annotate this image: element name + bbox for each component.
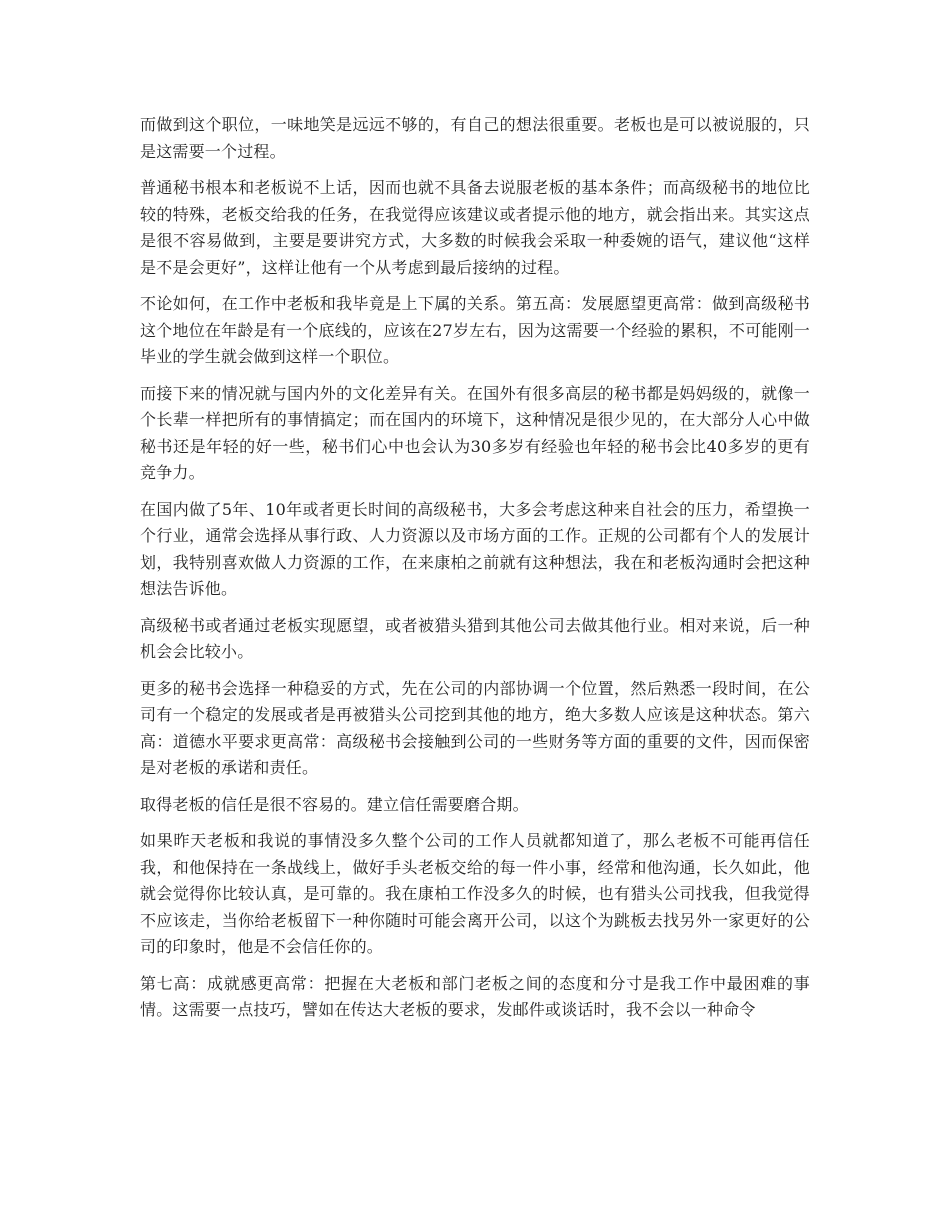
paragraph-3: 不论如何，在工作中老板和我毕竟是上下属的关系。第五高：发展愿望更高常：做到高级秘书这个地位在年龄是有一个底线的，应该在27岁左右，因为这需要一个经验的累积，不可能刚一毕业的学生就会做到这样一个职位。 — [140, 294, 810, 366]
paragraph-2: 普通秘书根本和老板说不上话，因而也就不具备去说服老板的基本条件；而高级秘书的地位比较的特殊，老板交给我的任务，在我觉得应该建议或者提示他的地方，就会指出来。其实这点是很不容易做到，主要是要讲究方式，大多数的时候我会采取一种委婉的语气，建议他“这样是不是会更好”，这样让他有一个从考虑到最后接纳的过程。 — [140, 178, 810, 277]
paragraph-9: 如果昨天老板和我说的事情没多久整个公司的工作人员就都知道了，那么老板不可能再信任我，和他保持在一条战线上，做好手头老板交给的每一件小事，经常和他沟通，长久如此，他就会觉得你比较认真，是可靠的。我在康柏工作没多久的时候，也有猎头公司找我，但我觉得不应该走，当你给老板留下一种你随时可能会离开公司，以这个为跳板去找另外一家更好的公司的印象时，他是不会信任你的。 — [140, 831, 810, 956]
document-page — [140, 112, 810, 1034]
paragraph-10: 第七高：成就感更高常：把握在大老板和部门老板之间的态度和分寸是我工作中最困难的事情。这需要一点技巧，譬如在传达大老板的要求，发邮件或谈话时，我不会以一种命令 — [140, 973, 810, 1019]
paragraph-5: 在国内做了5年、10年或者更长时间的高级秘书，大多会考虑这种来自社会的压力，希望换一个行业，通常会选择从事行政、人力资源以及市场方面的工作。正规的公司都有个人的发展计划，我特别喜欢做人力资源的工作，在来康柏之前就有这种想法，我在和老板沟通时会把这种想法告诉他。 — [140, 499, 810, 598]
paragraph-6: 高级秘书或者通过老板实现愿望，或者被猎头猎到其他公司去做其他行业。相对来说，后一种机会会比较小。 — [140, 615, 810, 661]
paragraph-8: 取得老板的信任是很不容易的。建立信任需要磨合期。 — [140, 794, 529, 814]
paragraph-1: 而做到这个职位，一味地笑是远远不够的，有自己的想法很重要。老板也是可以被说服的，只是这需要一个过程。 — [140, 115, 810, 161]
paragraph-7: 更多的秘书会选择一种稳妥的方式，先在公司的内部协调一个位置，然后熟悉一段时间，在公司有一个稳定的发展或者是再被猎头公司挖到其他的地方，绝大多数人应该是这种状态。第六高：道德水平要求更高常：高级秘书会接触到公司的一些财务等方面的重要的文件，因而保密是对老板的承诺和责任。 — [140, 678, 810, 777]
paragraph-4: 而接下来的情况就与国内外的文化差异有关。在国外有很多高层的秘书都是妈妈级的，就像一个长辈一样把所有的事情搞定；而在国内的环境下，这种情况是很少见的，在大部分人心中做秘书还是年轻的好一些，秘书们心中也会认为30多岁有经验也年轻的秘书会比40多岁的更有竞争力。 — [140, 383, 810, 482]
